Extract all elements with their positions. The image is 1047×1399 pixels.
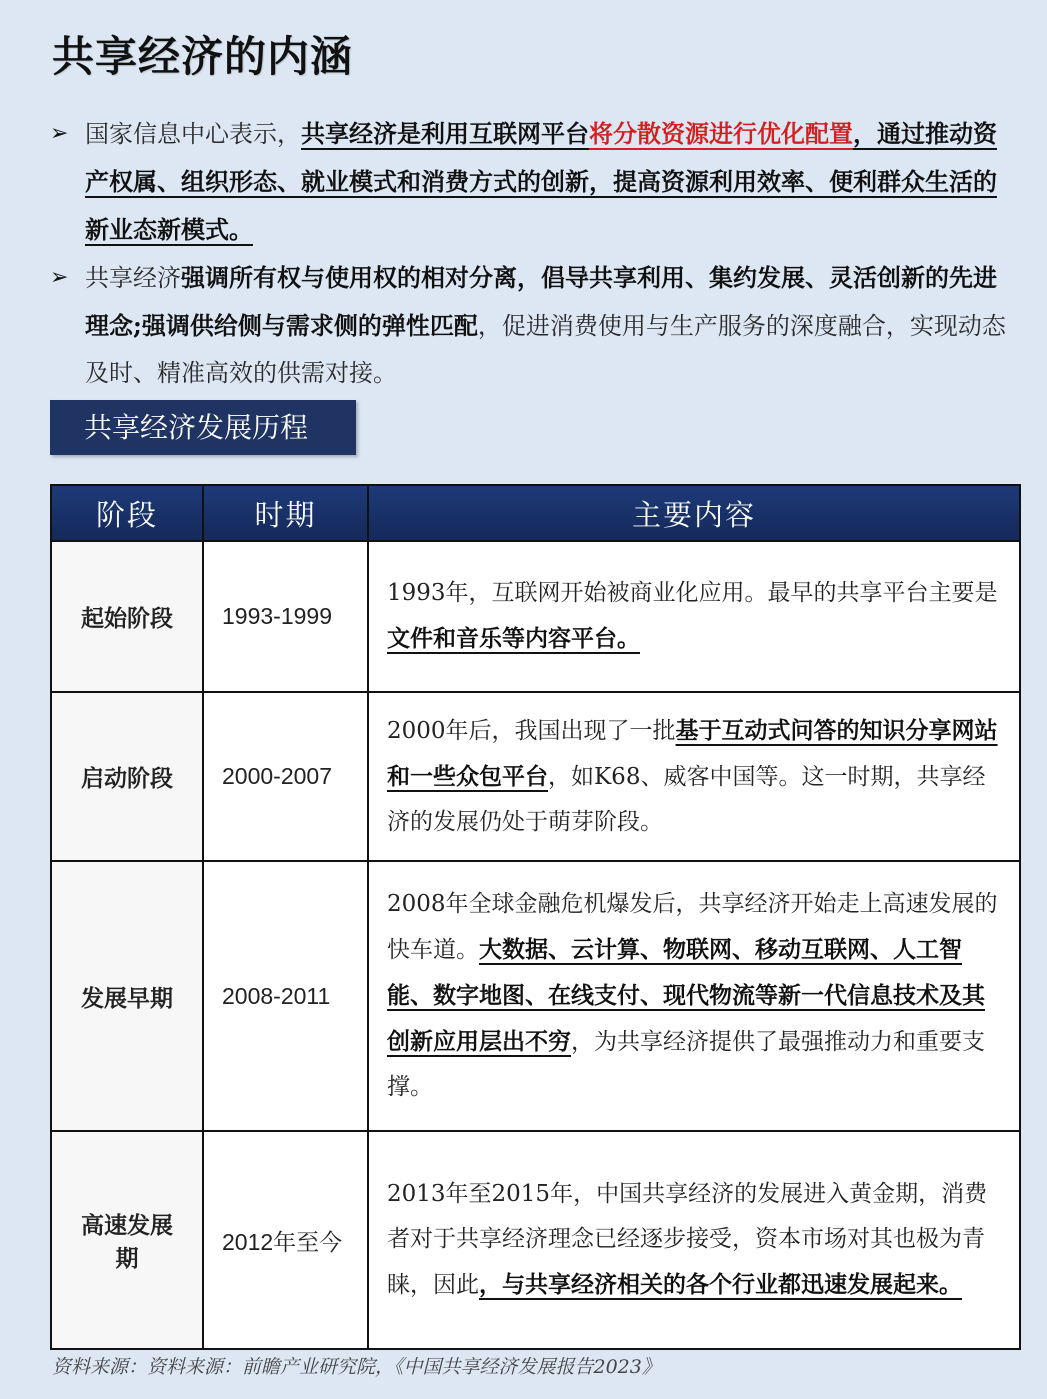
arrow-bullet-icon: ➢ [50, 121, 69, 146]
stage-cell: 起始阶段 [51, 541, 203, 692]
bullet-1-text-plain: 国家信息中心表示， [85, 120, 301, 148]
content-underlined: 基于互动式问答的知识分享网站和一些众包平台 [387, 717, 998, 790]
content-underlined: ，与共享经济相关的各个行业都迅速发展起来。 [479, 1271, 962, 1298]
bullet-1-text-highlight: 将分散资源进行优化配置 [589, 119, 853, 148]
header-period: 时期 [203, 485, 368, 541]
bullet-2-text-plain: 共享经济 [85, 264, 181, 292]
content-cell [368, 1131, 1020, 1349]
content-text: 1993年，互联网开始被商业化应用。最早的共享平台主要是 [387, 580, 998, 606]
bullet-1-text-underlined: 共享经济是利用互联网平台 [301, 119, 589, 148]
content-cell [368, 692, 1020, 861]
stage-cell: 启动阶段 [51, 692, 203, 861]
table-header-row [51, 485, 1020, 541]
header-content: 主要内容 [368, 485, 1020, 541]
period-cell: 2000-2007 [203, 692, 368, 861]
content-text: 2013年至2015年，中国共享经济的发展进入黄金期，消费者对于共享经济理念已经逐步接受，资本市场对其也极为青睐，因此 [387, 1181, 988, 1298]
content-cell [368, 541, 1020, 692]
content-text: 2008年全球金融危机爆发后，共享经济开始走上高速发展的快车道。 [387, 891, 998, 963]
page-title: 共享经济的内涵 [52, 32, 354, 81]
bullet-2-text-bold: 强调所有权与使用权的相对分离，倡导共享利用、集约发展、灵活创新的先进理念;强调供给侧与需求侧的弹性匹配 [85, 263, 997, 340]
content-text-2: ，如K68、威客中国等。这一时期，共享经济的发展仍处于萌芽阶段。 [387, 764, 986, 835]
arrow-bullet-icon: ➢ [50, 265, 69, 290]
content-text: 2000年后，我国出现了一批 [387, 718, 676, 744]
intro-bullets [50, 110, 1010, 397]
period-cell: 2012年至今 [203, 1131, 368, 1349]
bullet-1-text-underlined-2: ，通过推动资产权属、组织形态、就业模式和消费方式的创新，提高资源利用效率、便利群众生活的新业态新模式。 [85, 119, 997, 244]
timeline-table [50, 484, 1021, 1350]
table-row [51, 861, 1020, 1131]
stage-cell: 高速发展期 [51, 1131, 203, 1349]
content-underlined: 文件和音乐等内容平台。 [387, 625, 640, 652]
period-cell: 1993-1999 [203, 541, 368, 692]
table-row [51, 1131, 1020, 1349]
content-cell [368, 861, 1020, 1131]
bullet-2-text-plain-2: ，促进消费使用与生产服务的深度融合，实现动态及时、精准高效的供需对接。 [85, 312, 1006, 387]
bullet-item-1 [50, 110, 1010, 254]
period-cell: 2008-2011 [203, 861, 368, 1131]
table-row [51, 692, 1020, 861]
table-row [51, 541, 1020, 692]
header-stage: 阶段 [51, 485, 203, 541]
content-underlined: 大数据、云计算、物联网、移动互联网、人工智能、数字地图、在线支付、现代物流等新一代信息技术及其创新应用层出不穷 [387, 936, 985, 1055]
bullet-item-2 [50, 254, 1010, 397]
source-note: 资料来源：资料来源：前瞻产业研究院，《中国共享经济发展报告2023》 [52, 1356, 661, 1378]
section-title: 共享经济发展历程 [50, 400, 356, 455]
content-text-2: ，为共享经济提供了最强推动力和重要支撑。 [387, 1029, 985, 1100]
stage-cell: 发展早期 [51, 861, 203, 1131]
